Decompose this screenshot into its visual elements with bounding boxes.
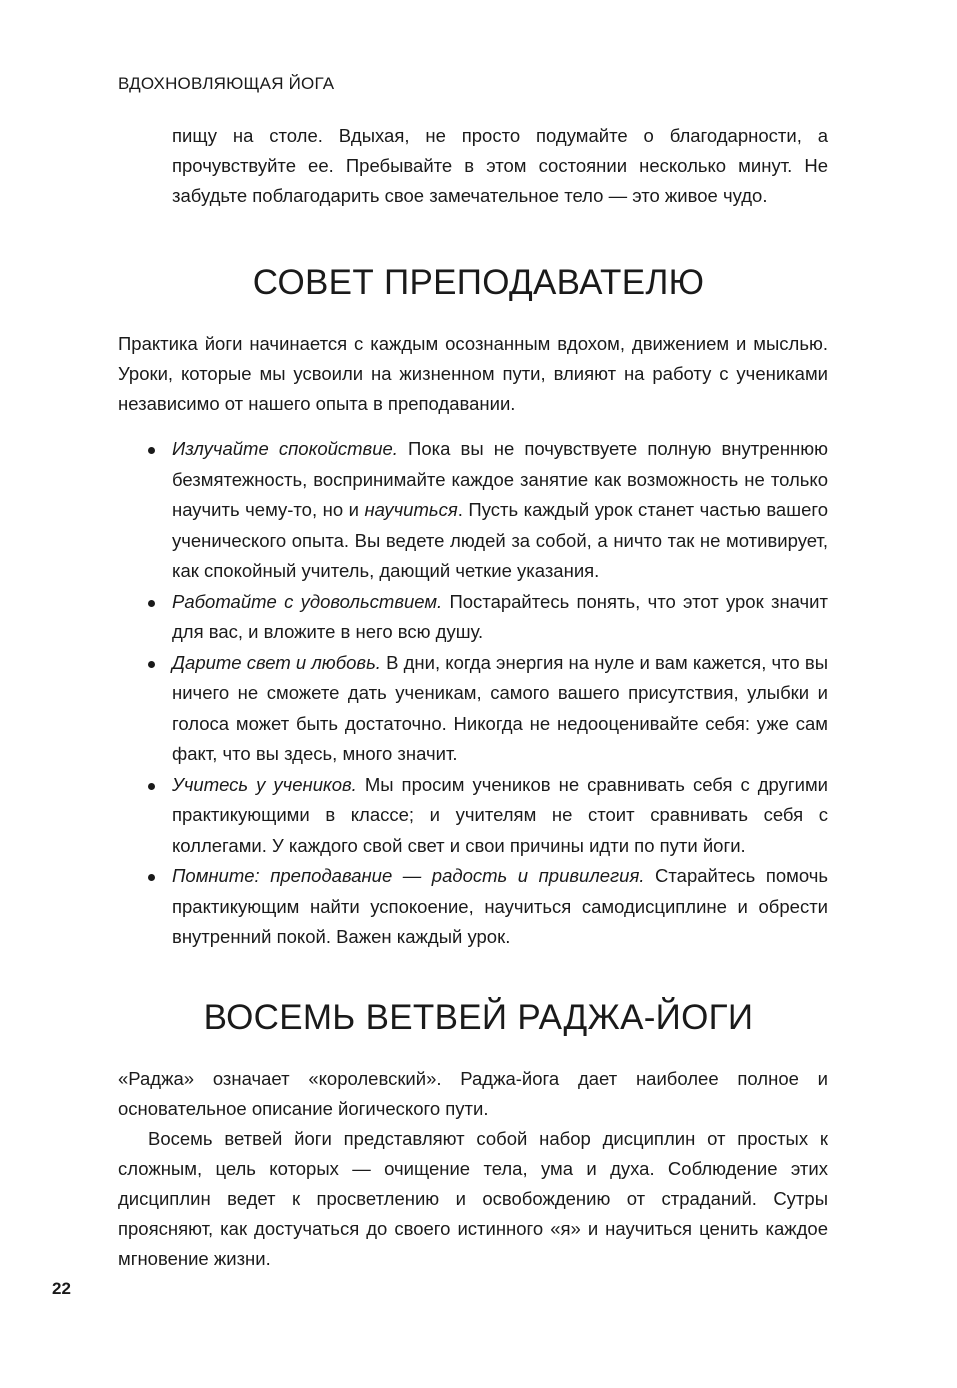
list-item [144, 648, 828, 770]
advice-list [144, 434, 828, 953]
item-text: Постарайтесь понять, что этот урок значит для вас, и вложите в него всю душу. [172, 590, 828, 642]
item-text: . Пусть каждый урок станет частью вашего ученического опыта. Вы ведете людей за собой, а ничто так не мотивирует, как спокойный учитель, дающий четкие указания. [172, 499, 828, 581]
bullet-icon [148, 600, 155, 607]
list-item [144, 434, 828, 587]
bullet-icon [148, 661, 155, 668]
list-item [144, 861, 828, 953]
raja-paragraph-2: Восемь ветвей йоги представляют собой набор дисциплин от простых к сложным, цель которых — очищение тела, ума и духа. Соблюдение этих дисциплин ведет к просветлению и освобождению от страданий. Сутры проясняют, как достучаться до своего истинного «я» и научиться ценить каждое мгновение жизни. [118, 1128, 828, 1269]
raja-paragraph-1: «Раджа» означает «королевский». Раджа-йога дает наиболее полное и основательное описание йогического пути. [118, 1068, 828, 1119]
continued-paragraph: пищу на столе. Вдыхая, не просто подумайте о благодарности, а прочувствуйте ее. Пребывайте в этом состоянии несколько минут. Не забудьте поблагодарить свое замечательное тело — это живое чудо. [172, 125, 828, 206]
section-title-raja-yoga: ВОСЕМЬ ВЕТВЕЙ РАДЖА-ЙОГИ [203, 998, 754, 1037]
bullet-icon [148, 447, 155, 454]
list-item [144, 587, 828, 648]
bullet-icon [148, 783, 155, 790]
item-lead: Учитесь у учеников. [172, 773, 357, 795]
item-emphasis: научиться [364, 499, 458, 520]
item-text: Мы просим учеников не сравнивать себя с другими практикующими в классе; и учителям не стоит сравнивать себя с коллегами. У каждого свой свет и свои причины идти по пути йоги. [172, 773, 828, 856]
item-lead: Работайте с удовольствием. [172, 590, 443, 612]
list-item [144, 770, 828, 862]
item-lead: Помните: преподавание — радость и привилегия. [172, 865, 645, 886]
item-text: Старайтесь помочь практикующим найти успокоение, научиться самодисциплине и обрести внутренний покой. Важен каждый урок. [172, 865, 829, 947]
bullet-icon [148, 874, 155, 881]
section-intro: Практика йоги начинается с каждым осознанным вдохом, движением и мыслью. Уроки, которые мы усвоили на жизненном пути, влияют на работу с учениками независимо от нашего опыта в преподавании. [118, 333, 828, 414]
page-number: 22 [52, 1279, 71, 1298]
section-title-teacher-advice: СОВЕТ ПРЕПОДАВАТЕЛЮ [252, 263, 705, 302]
running-head: ВДОХНОВЛЯЮЩАЯ ЙОГА [118, 74, 335, 93]
item-text: В дни, когда энергия на нуле и вам кажется, что вы ничего не сможете дать ученикам, самого вашего присутствия, улыбки и голоса может быть достаточно. Никогда не недооценивайте себя: уже сам факт, что вы здесь, много значит. [172, 651, 829, 764]
item-lead: Излучайте спокойствие. [172, 438, 398, 459]
item-lead: Дарите свет и любовь. [172, 651, 381, 673]
item-text: Пока вы не почувствуете полную внутреннюю безмятежность, воспринимайте каждое занятие как возможность не только научить чему-то, но и [172, 438, 828, 520]
